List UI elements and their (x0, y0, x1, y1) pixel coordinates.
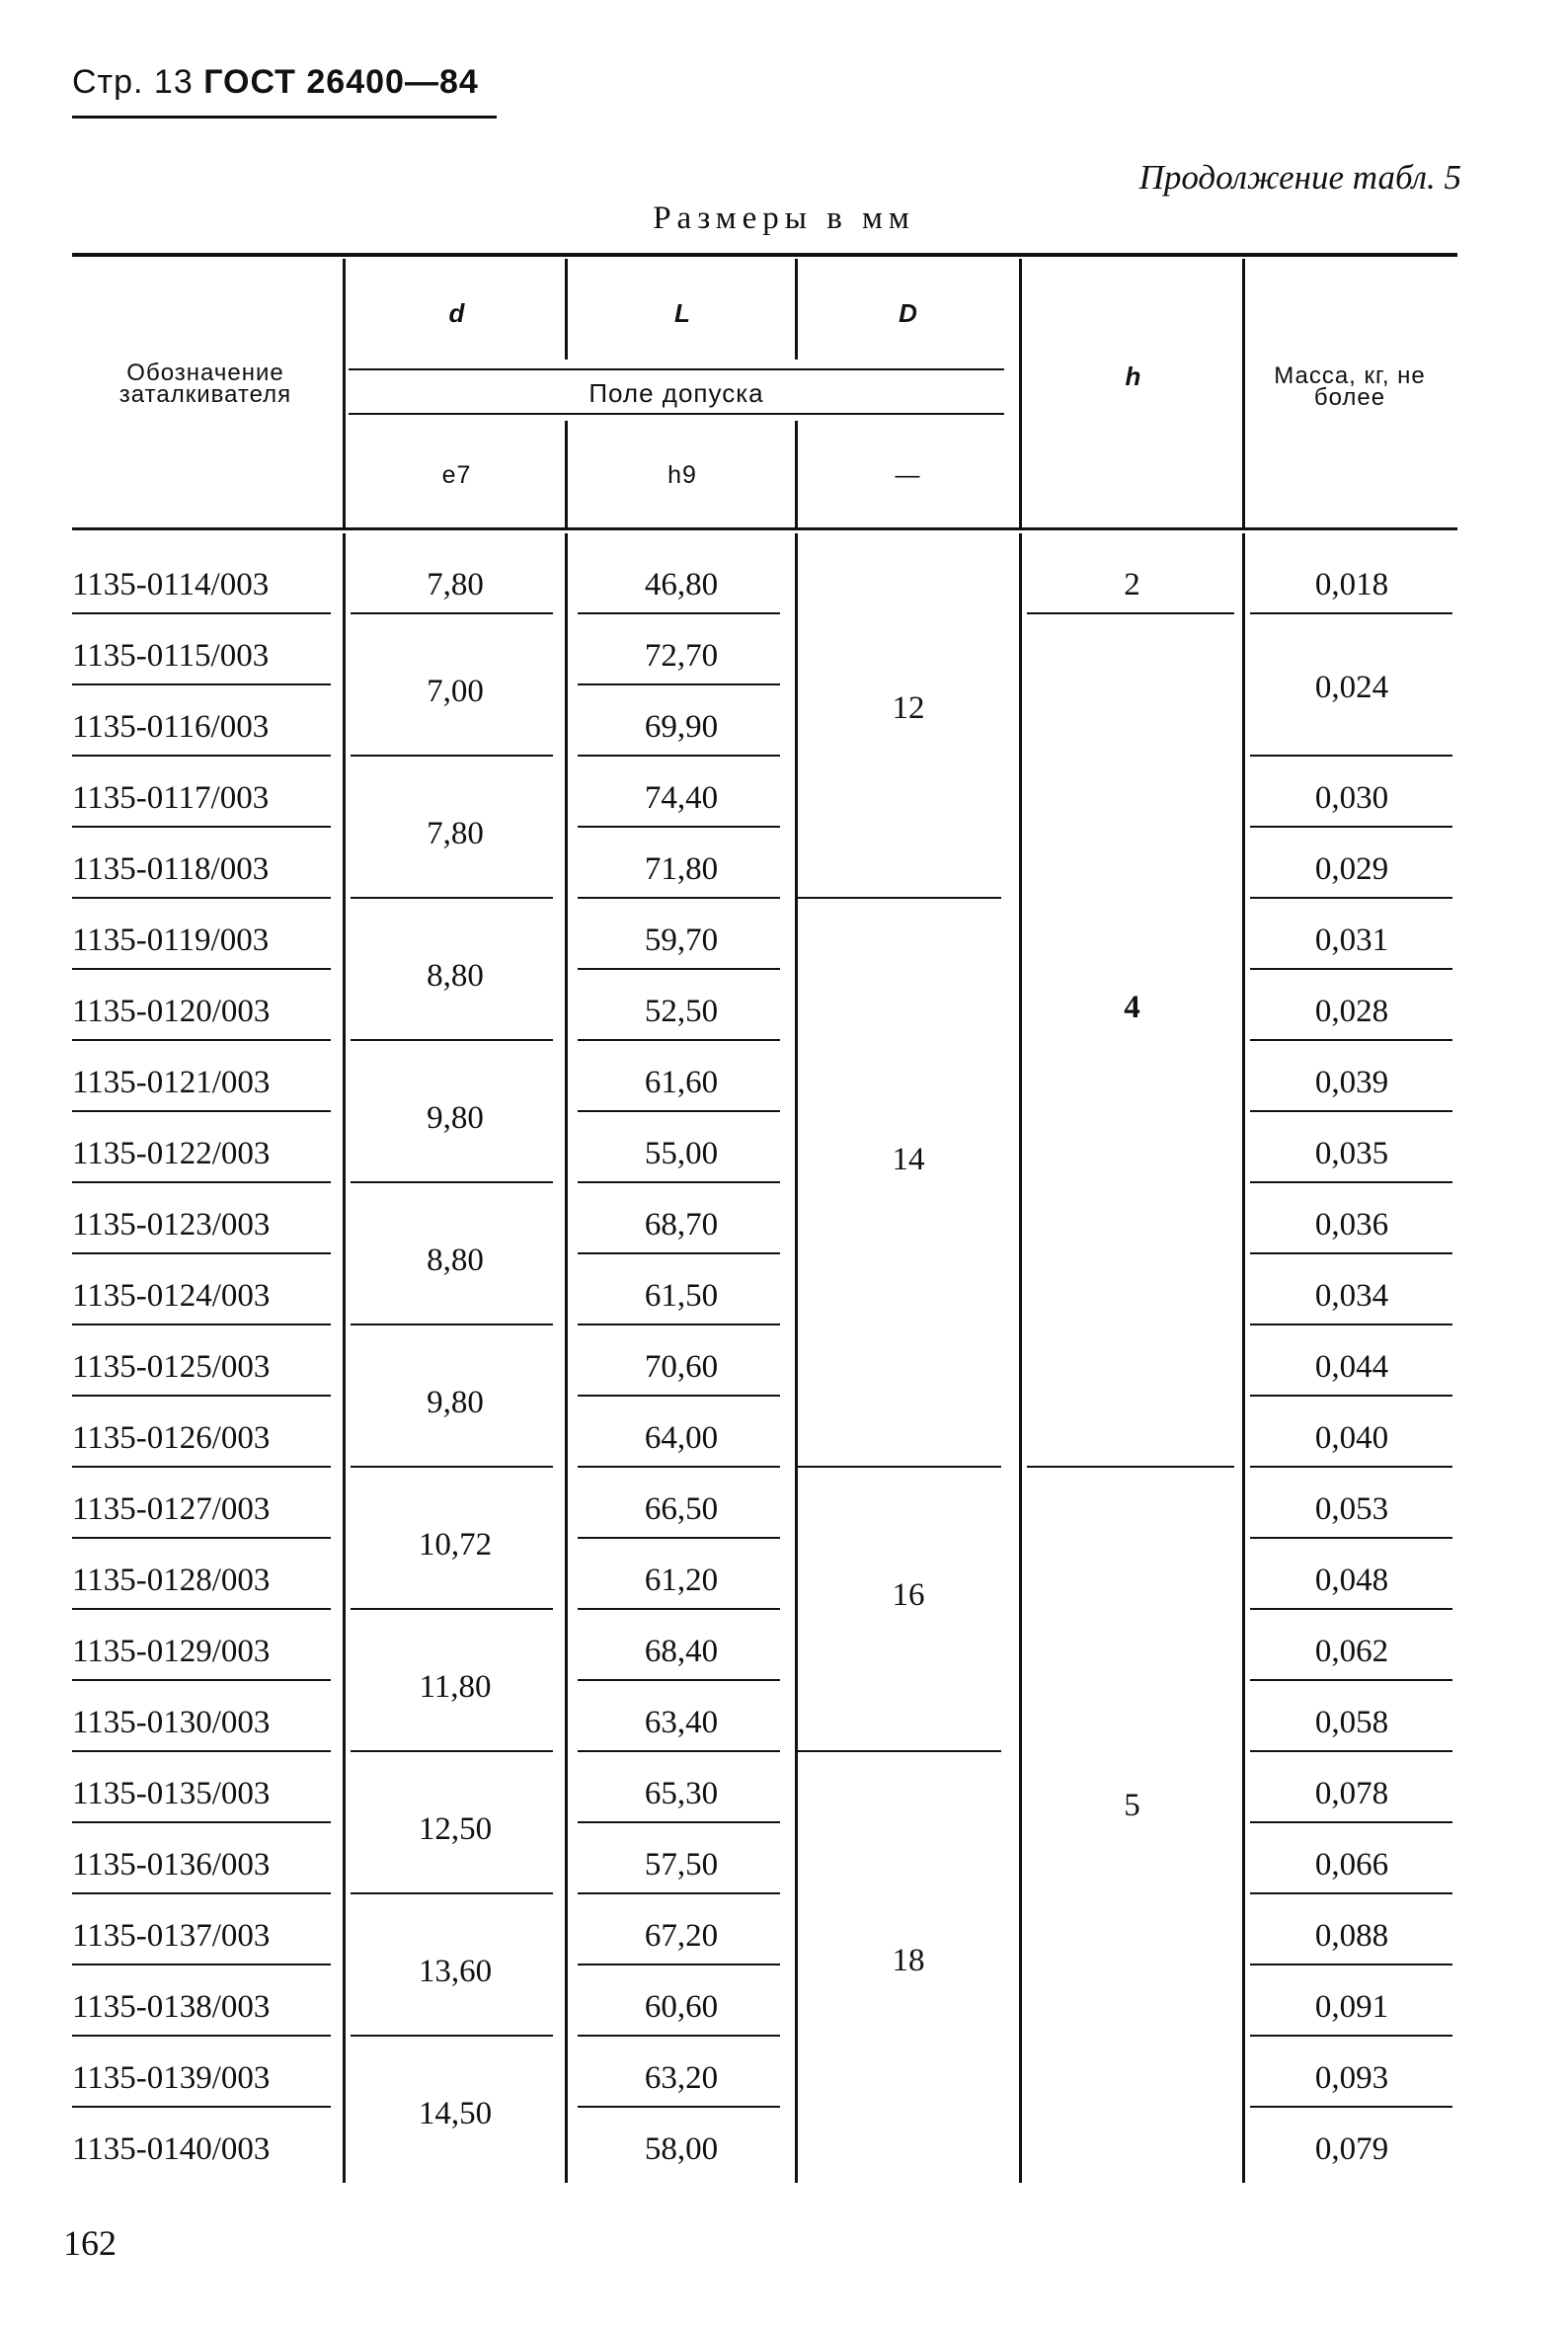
L-rule (578, 1679, 780, 1681)
mass-rule (1250, 2035, 1452, 2037)
row-rule (72, 1679, 331, 1681)
mass-rule (1250, 897, 1452, 899)
L-cell: 71,80 (644, 851, 719, 887)
designation-cell: 1135-0138/003 (72, 1989, 271, 2025)
d-rule (351, 612, 553, 614)
d-cell: 9,80 (427, 1100, 484, 1136)
row-rule (72, 755, 331, 757)
row-rule (72, 1964, 331, 1965)
page-header (72, 63, 479, 102)
row-rule (72, 1181, 331, 1183)
mass-cell: 0,028 (1314, 994, 1389, 1029)
L-rule (578, 1323, 780, 1325)
L-cell: 60,60 (644, 1989, 719, 2025)
header-col-divider (565, 259, 568, 360)
header-h: h (1125, 361, 1141, 391)
designation-cell: 1135-0135/003 (72, 1776, 271, 1811)
designation-cell: 1135-0139/003 (72, 2060, 271, 2096)
mass-cell: 0,024 (1314, 670, 1389, 705)
D-cell: 18 (892, 1943, 925, 1978)
mass-rule (1250, 1466, 1452, 1468)
mass-rule (1250, 755, 1452, 757)
L-cell: 52,50 (644, 994, 719, 1029)
d-rule (351, 755, 553, 757)
mass-rule (1250, 1181, 1452, 1183)
d-rule (351, 1466, 553, 1468)
L-rule (578, 755, 780, 757)
L-rule (578, 1252, 780, 1254)
d-rule (351, 1323, 553, 1325)
mass-cell: 0,039 (1314, 1065, 1389, 1100)
L-rule (578, 2035, 780, 2037)
mass-cell: 0,035 (1314, 1136, 1389, 1171)
d-rule (351, 1892, 553, 1894)
row-rule (72, 897, 331, 899)
designation-cell: 1135-0117/003 (72, 780, 270, 816)
body-col-divider (343, 533, 346, 2183)
row-rule (72, 612, 331, 614)
row-rule (72, 1039, 331, 1041)
mass-cell: 0,018 (1314, 567, 1389, 602)
designation-cell: 1135-0115/003 (72, 638, 270, 674)
row-rule (72, 683, 331, 685)
header-bottom-rule (72, 527, 1457, 530)
L-cell: 66,50 (644, 1491, 719, 1527)
d-cell: 7,80 (427, 816, 484, 851)
header-designation: Обозначение заталкивателя (118, 360, 292, 408)
h-rule (1027, 1466, 1234, 1468)
designation-cell: 1135-0118/003 (72, 851, 270, 887)
designation-cell: 1135-0119/003 (72, 922, 270, 958)
L-rule (578, 1608, 780, 1610)
D-cell: 14 (892, 1142, 925, 1177)
designation-cell: 1135-0114/003 (72, 567, 270, 602)
L-rule (578, 1892, 780, 1894)
row-rule (72, 1750, 331, 1752)
designation-cell: 1135-0129/003 (72, 1634, 271, 1669)
standard-label: ГОСТ 26400—84 (203, 63, 479, 101)
D-cell: 16 (892, 1577, 925, 1613)
designation-cell: 1135-0125/003 (72, 1349, 271, 1385)
row-rule (72, 2106, 331, 2108)
header-col-divider (1242, 259, 1245, 527)
designation-cell: 1135-0123/003 (72, 1207, 271, 1243)
designation-cell: 1135-0136/003 (72, 1847, 271, 1883)
L-cell: 58,00 (644, 2131, 719, 2167)
header-col-divider (343, 259, 346, 527)
L-cell: 67,20 (644, 1918, 719, 1954)
mass-rule (1250, 1750, 1452, 1752)
d-cell: 9,80 (427, 1385, 484, 1420)
header-d: d (448, 298, 465, 328)
L-cell: 61,60 (644, 1065, 719, 1100)
header-underline (72, 116, 497, 119)
D-rule (798, 897, 1001, 899)
designation-cell: 1135-0120/003 (72, 994, 271, 1029)
row-rule (72, 1110, 331, 1112)
mass-rule (1250, 968, 1452, 970)
body-col-divider (1242, 533, 1245, 2183)
d-cell: 12,50 (418, 1811, 493, 1847)
tolerance-label: Поле допуска (588, 378, 764, 408)
mass-rule (1250, 1821, 1452, 1823)
mass-cell: 0,066 (1314, 1847, 1389, 1883)
h-cell: 4 (1124, 990, 1140, 1025)
designation-cell: 1135-0116/003 (72, 709, 270, 745)
page-label: Стр. 13 (72, 63, 194, 101)
L-rule (578, 1537, 780, 1539)
L-cell: 59,70 (644, 922, 719, 958)
L-rule (578, 1039, 780, 1041)
d-rule (351, 897, 553, 899)
mass-cell: 0,093 (1314, 2060, 1389, 2096)
mass-rule (1250, 2106, 1452, 2108)
body-col-divider (795, 533, 798, 2183)
D-rule (798, 1750, 1001, 1752)
tol-L: h9 (667, 461, 697, 489)
L-rule (578, 683, 780, 685)
sizes-note: Размеры в мм (653, 201, 915, 236)
d-cell: 7,00 (427, 674, 484, 709)
mass-rule (1250, 612, 1452, 614)
page-number: 162 (63, 2223, 117, 2263)
designation-cell: 1135-0137/003 (72, 1918, 271, 1954)
header-col-divider (565, 421, 568, 527)
mass-cell: 0,048 (1314, 1563, 1389, 1598)
header-L: L (674, 298, 690, 328)
mass-cell: 0,078 (1314, 1776, 1389, 1811)
L-rule (578, 1821, 780, 1823)
designation-cell: 1135-0122/003 (72, 1136, 271, 1171)
d-cell: 10,72 (418, 1527, 493, 1563)
L-rule (578, 2106, 780, 2108)
row-rule (72, 1892, 331, 1894)
tol-D: — (895, 461, 921, 489)
L-cell: 69,90 (644, 709, 719, 745)
mass-rule (1250, 1039, 1452, 1041)
L-cell: 68,70 (644, 1207, 719, 1243)
d-cell: 8,80 (427, 1243, 484, 1278)
mass-rule (1250, 1892, 1452, 1894)
L-cell: 70,60 (644, 1349, 719, 1385)
d-rule (351, 2035, 553, 2037)
d-cell: 11,80 (419, 1669, 492, 1705)
designation-cell: 1135-0126/003 (72, 1420, 271, 1456)
L-cell: 63,40 (644, 1705, 719, 1740)
header-col-divider (795, 421, 798, 527)
L-rule (578, 1181, 780, 1183)
designation-cell: 1135-0128/003 (72, 1563, 271, 1598)
d-cell: 14,50 (418, 2096, 493, 2131)
header-col-divider (795, 259, 798, 360)
L-cell: 74,40 (644, 780, 719, 816)
mass-cell: 0,053 (1314, 1491, 1389, 1527)
mass-rule (1250, 1323, 1452, 1325)
header-rule (349, 368, 1004, 370)
mass-rule (1250, 1395, 1452, 1397)
header-rule (349, 413, 1004, 415)
mass-cell: 0,036 (1314, 1207, 1389, 1243)
mass-rule (1250, 1679, 1452, 1681)
D-cell: 12 (892, 690, 925, 726)
d-cell: 7,80 (427, 567, 484, 602)
h-cell: 2 (1124, 567, 1140, 602)
L-cell: 57,50 (644, 1847, 719, 1883)
tol-d: e7 (441, 461, 472, 489)
row-rule (72, 968, 331, 970)
mass-cell: 0,088 (1314, 1918, 1389, 1954)
row-rule (72, 826, 331, 828)
L-rule (578, 968, 780, 970)
L-cell: 61,50 (644, 1278, 719, 1314)
D-rule (798, 1466, 1001, 1468)
row-rule (72, 1608, 331, 1610)
row-rule (72, 1395, 331, 1397)
L-rule (578, 1110, 780, 1112)
L-cell: 65,30 (644, 1776, 719, 1811)
mass-cell: 0,062 (1314, 1634, 1389, 1669)
header-mass: Масса, кг, не более (1274, 362, 1426, 411)
row-rule (72, 1821, 331, 1823)
mass-cell: 0,040 (1314, 1420, 1389, 1456)
mass-rule (1250, 1964, 1452, 1965)
row-rule (72, 1323, 331, 1325)
row-rule (72, 1252, 331, 1254)
header-D: D (899, 298, 917, 328)
L-rule (578, 1964, 780, 1965)
mass-cell: 0,034 (1314, 1278, 1389, 1314)
L-cell: 46,80 (644, 567, 719, 602)
mass-cell: 0,029 (1314, 851, 1389, 887)
L-rule (578, 612, 780, 614)
d-cell: 13,60 (418, 1954, 493, 1989)
L-rule (578, 897, 780, 899)
L-cell: 68,40 (644, 1634, 719, 1669)
mass-rule (1250, 1537, 1452, 1539)
L-rule (578, 1395, 780, 1397)
row-rule (72, 2035, 331, 2037)
L-cell: 61,20 (644, 1563, 719, 1598)
h-rule (1027, 612, 1234, 614)
body-col-divider (1019, 533, 1022, 2183)
row-rule (72, 1466, 331, 1468)
mass-cell: 0,031 (1314, 922, 1389, 958)
d-rule (351, 1750, 553, 1752)
designation-cell: 1135-0140/003 (72, 2131, 271, 2167)
mass-rule (1250, 826, 1452, 828)
header-col-divider (1019, 259, 1022, 527)
table-top-rule (72, 253, 1457, 257)
L-cell: 64,00 (644, 1420, 719, 1456)
L-cell: 63,20 (644, 2060, 719, 2096)
designation-cell: 1135-0121/003 (72, 1065, 271, 1100)
designation-cell: 1135-0130/003 (72, 1705, 271, 1740)
d-cell: 8,80 (427, 958, 484, 994)
mass-cell: 0,058 (1314, 1705, 1389, 1740)
L-cell: 55,00 (644, 1136, 719, 1171)
h-cell: 5 (1124, 1788, 1140, 1823)
mass-cell: 0,079 (1314, 2131, 1389, 2167)
d-rule (351, 1608, 553, 1610)
mass-cell: 0,044 (1314, 1349, 1389, 1385)
mass-rule (1250, 1608, 1452, 1610)
d-rule (351, 1039, 553, 1041)
designation-cell: 1135-0124/003 (72, 1278, 271, 1314)
d-rule (351, 1181, 553, 1183)
table-continuation: Продолжение табл. 5 (1138, 158, 1461, 197)
mass-cell: 0,091 (1314, 1989, 1389, 2025)
L-cell: 72,70 (644, 638, 719, 674)
L-rule (578, 1466, 780, 1468)
L-rule (578, 1750, 780, 1752)
mass-cell: 0,030 (1314, 780, 1389, 816)
row-rule (72, 1537, 331, 1539)
mass-rule (1250, 1252, 1452, 1254)
mass-rule (1250, 1110, 1452, 1112)
designation-cell: 1135-0127/003 (72, 1491, 271, 1527)
L-rule (578, 826, 780, 828)
